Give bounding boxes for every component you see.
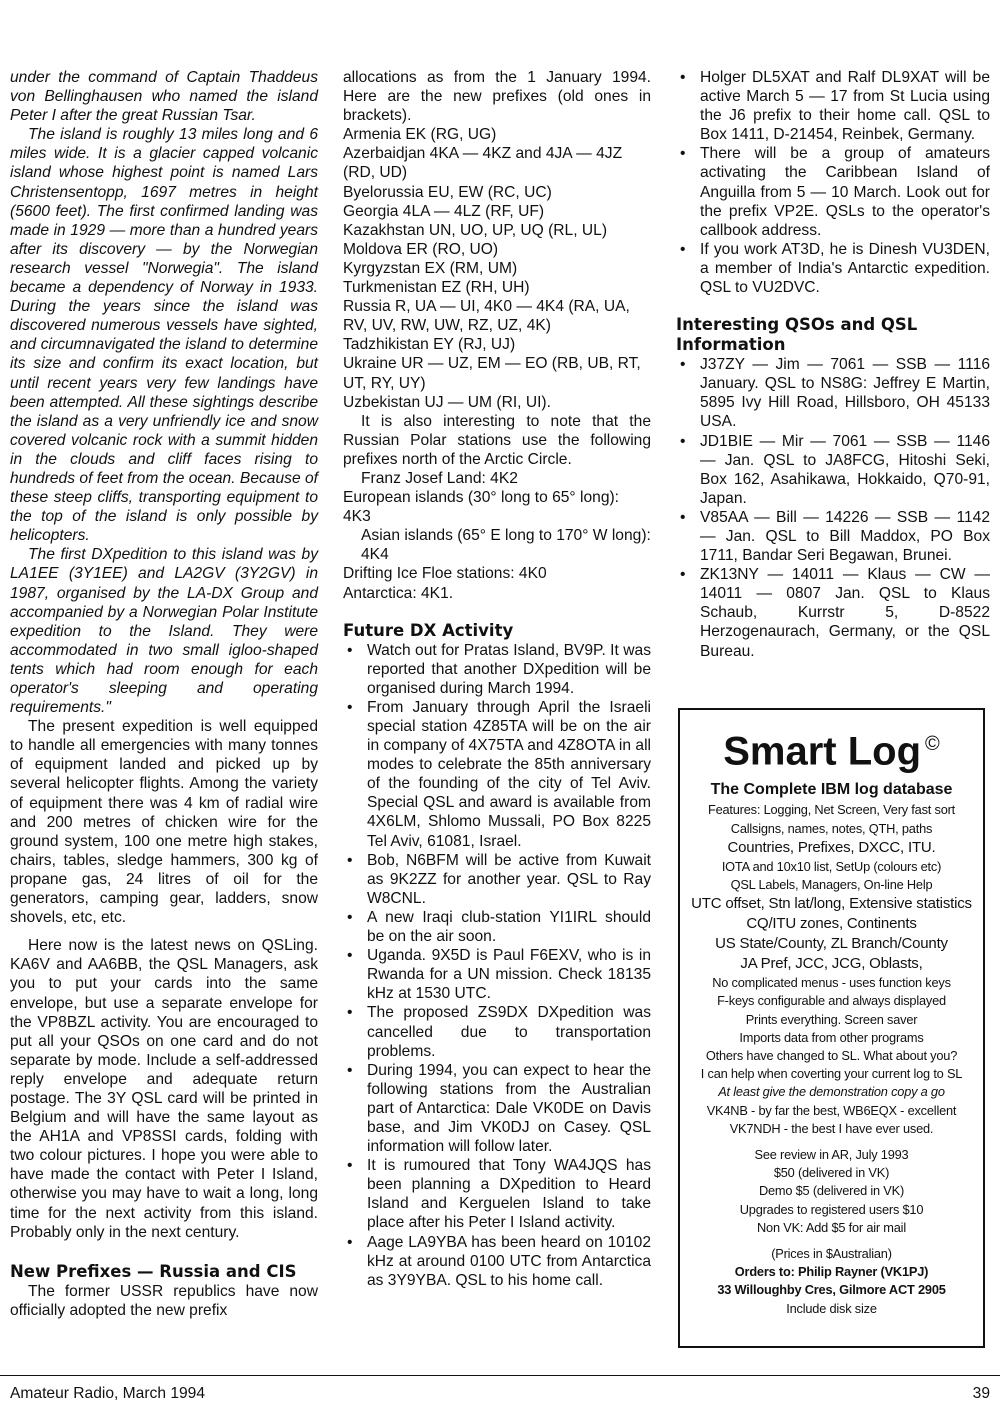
list-item: • A new Iraqi club-station YI1IRL should be on the air soon. [343, 908, 651, 946]
list-item: • JD1BIE — Mir — 7061 — SSB — 1146 — Jan. QSL to JA8FCG, Hitoshi Seki, Box 162, Asahikawa, Hokkaido, Q70-91, Japan. [676, 432, 990, 508]
smart-log-advertisement [678, 708, 985, 1348]
ad-line: $50 (delivered in VK) [773, 1165, 890, 1181]
list-item: • Watch out for Pratas Island, BV9P. It was reported that another DXpedition will be organised during March 1994. [343, 641, 651, 698]
section-heading-future-dx: Future DX Activity [343, 620, 514, 640]
prefix-list [343, 125, 651, 411]
ad-spacer [680, 1237, 983, 1245]
ad-line: VK7NDH - the best I have ever used. [729, 1120, 934, 1136]
ad-title-text: Smart Log [723, 729, 922, 774]
paragraph: The island is roughly 13 miles long and 6 miles wide. It is a glacier capped volcanic island whose highest point is named Lars Christensentopp, 1697 metres in height (5600 feet). The first confirmed landing was made in 1929 — more than a hundred years after its discovery — by the Norwegian research vessel "Norwegia". The island became a dependency of Norway in 1933. During the years since the island was discovered numerous vessels have sighted, and circumnavigated the island to determine its size and confirm its exact location, but until recent years very few landings have been attempted. All these sightings describe the island as a very unfriendly ice and snow covered volcanic rock with a summit hidden in the clouds and cliff faces rising to hundreds of feet from the ocean. Because of these steep cliffs, transporting equipment to the top of the island is only possible by helicopters. [10, 126, 318, 545]
paragraph: The present expedition is well equipped to handle all emergencies with many tonnes of equipment landed and picked up by several helicopter flights. Among the variety of equipment there was 4 km of radial wire and 200 metres of chicken wire for the ground system, 100 one metre high stakes, chairs, tables, sledge hammers, 300 kg of propane gas, 24 litres of oil for the generators, camping gear, ladders, snow shovels, etc, etc. [10, 718, 318, 927]
ad-line: Callsigns, names, notes, QTH, paths [730, 820, 933, 836]
list-item: • ZK13NY — 14011 — Klaus — CW — 14011 — 0807 Jan. QSL to Klaus Schaub, Kurrstr 5, D-8522 Herzogenaurach, Germany, or the QSL Bureau. [676, 565, 990, 660]
list-item: • Holger DL5XAT and Ralf DL9XAT will be active March 5 — 17 from St Lucia using the J6 prefix to their home call. QSL to Box 1411, D-21454, Reinbek, Germany. [676, 68, 990, 144]
prefix-entry: Armenia EK (RG, UG) [343, 126, 497, 144]
polar-prefix: Drifting Ice Floe stations: 4K0 [343, 565, 547, 583]
ad-subtitle: The Complete IBM log database [710, 781, 953, 799]
polar-prefix: Antarctica: 4K1. [343, 584, 454, 602]
list-item: • There will be a group of amateurs activating the Caribbean Island of Anguilla from 5 — 10 March. Look out for the prefix VP2E. QSLs to the operator's callbook address. [676, 144, 990, 239]
list-item: • Uganda. 9X5D is Paul F6EXV, who is in Rwanda for a UN mission. Check 18135 kHz at 1530 UTC. [343, 946, 651, 1003]
prefix-entry: Kyrgyzstan EX (RM, UM) [343, 259, 518, 277]
list-item: • The proposed ZS9DX DXpedition was cancelled due to transportation problems. [343, 1003, 651, 1060]
paragraph: The first DXpedition to this island was by LA1EE (3Y1EE) and LA2GV (3Y2GV) in 1987, organised by the LA-DX Group and accompanied by a Norwegian Polar Institute expedition to the Island. They were accommodated in two small igloo-shaped tents which had room enough for each operator's sleeping and operating requirements." [10, 546, 318, 717]
list-item: • During 1994, you can expect to hear the following stations from the Australian part of Antarctica: Dale VK0DE on Davis base, and Jim VK0DJ on Casey. QSL information will follow later. [343, 1061, 651, 1156]
paragraph: Here now is the latest news on QSLing. KA6V and AA6BB, the QSL Managers, ask you to put your cards into the same envelope, but use a separate envelope for the VP8BZL activity. You are encouraged to put all your QSOs on one card and do not separate by mode. Include a self-addressed reply envelope and adequate return postage. The 3Y QSL card will be printed in Belgium and will have the same layout as the AH1A and VP8SSI cards, folding with two colour pictures. I hope you were able to have made the contact with Peter I Island, otherwise you may have to wait a long, long time for the next activity from this island. Probably only in the next century. [10, 937, 318, 1241]
prefix-entry: Turkmenistan EZ (RH, UH) [343, 279, 530, 297]
prefix-entry: Georgia 4LA — 4LZ (RF, UF) [343, 202, 545, 220]
footer-publication: Amateur Radio, March 1994 [10, 1385, 206, 1402]
column-1 [10, 68, 318, 1320]
prefix-entry: Byelorussia EU, EW (RC, UC) [343, 183, 552, 201]
list-item: • J37ZY — Jim — 7061 — SSB — 1116 January. QSL to NS8G: Jeffrey E Martin, 5895 Ivy Hill Road, Hillsboro, OH 45133 USA. [676, 355, 990, 431]
ad-line: Non VK: Add $5 for air mail [757, 1219, 906, 1235]
page-number: 39 [972, 1385, 990, 1402]
prefix-entry: Moldova ER (RO, UO) [343, 240, 499, 258]
ad-line: F-keys configurable and always displayed [717, 993, 946, 1009]
ad-spacer [680, 1138, 983, 1146]
ad-line: QSL Labels, Managers, On-line Help [730, 876, 933, 892]
ad-line: At least give the demonstration copy a go [718, 1084, 945, 1100]
ad-title [680, 722, 983, 773]
ad-line: I can help when coverting your current log to SL [700, 1066, 963, 1082]
paragraph: under the command of Captain Thaddeus von Bellinghausen who named the island Peter I after the great Russian Tsar. [10, 69, 318, 125]
paragraph: allocations as from the 1 January 1994. Here are the new prefixes (old ones in brackets). [343, 69, 651, 125]
copyright-symbol: © [925, 733, 940, 755]
list-item: • Bob, N6BFM will be active from Kuwait as 9K2ZZ for another year. QSL to Ray W8CNL. [343, 851, 651, 908]
ad-line: Others have changed to SL. What about you? [705, 1047, 958, 1063]
ad-line: US State/County, ZL Branch/County [715, 935, 948, 953]
prefix-entry: Azerbaidjan 4KA — 4KZ and 4JA — 4JZ (RD, UD) [343, 145, 623, 182]
ad-line: CQ/ITU zones, Continents [746, 915, 917, 933]
section-heading-qsos: Interesting QSOs and QSL Information [676, 315, 918, 355]
list-item: • V85AA — Bill — 14226 — SSB — 1142 — Jan. QSL to Bill Maddox, PO Box 1711, Bandar Seri Begawan, Brunei. [676, 508, 990, 565]
list-item: • It is rumoured that Tony WA4JQS has been planning a DXpedition to Heard Island and Kerguelen Island to take place after his Peter I Island activity. [343, 1156, 651, 1232]
list-item: • From January through April the Israeli special station 4Z85TA will be on the air in company of 4X75TA and 4Z8OTA in all modes to celebrate the 85th anniversary of the founding of the city of Tel Aviv. Special QSL and award is available from 4X6LM, Shlomo Mussali, PO Box 8225 Tel Aviv, 61081, Israel. [343, 698, 651, 851]
ad-line: IOTA and 10x10 list, SetUp (colours etc) [721, 858, 942, 874]
prefix-entry: Ukraine UR — UZ, EM — EO (RB, UB, RT, UT, RY, UY) [343, 355, 641, 392]
prefix-entry: Tadzhikistan EY (RJ, UJ) [343, 336, 516, 354]
ad-line: Demo $5 (delivered in VK) [758, 1183, 905, 1199]
paragraph: The former USSR republics have now officially adopted the new prefix [10, 1282, 318, 1319]
polar-prefix: Asian islands (65° E long to 170° W long): 4K4 [361, 527, 651, 564]
ad-line: Prints everything. Screen saver [745, 1011, 918, 1027]
ad-line: Countries, Prefixes, DXCC, ITU. [727, 838, 936, 856]
ad-line: (Prices in $Australian) [771, 1245, 892, 1261]
page-footer [0, 1375, 1000, 1402]
ad-line: Orders to: Philip Rayner (VK1PJ) [734, 1264, 929, 1280]
activity-list [676, 68, 990, 297]
ad-line: Features: Logging, Net Screen, Very fast sort [707, 802, 956, 818]
ad-line: Imports data from other programs [739, 1029, 924, 1045]
column-3 [676, 68, 990, 661]
list-item: • Aage LA9YBA has been heard on 10102 kHz at around 0100 UTC from Antarctica as 3Y9YBA. QSL to his home call. [343, 1233, 651, 1290]
future-dx-list [343, 641, 651, 1290]
section-heading-new-prefixes: New Prefixes — Russia and CIS [10, 1261, 297, 1281]
list-item: • If you work AT3D, he is Dinesh VU3DEN, a member of India's Antarctic expedition. QSL to VU2DVC. [676, 240, 990, 297]
ad-line: 33 Willoughby Cres, Gilmore ACT 2905 [717, 1282, 946, 1298]
polar-prefix: Franz Josef Land: 4K2 [361, 469, 518, 487]
ad-line: VK4NB - by far the best, WB6EQX - excellent [706, 1102, 957, 1118]
ad-line: UTC offset, Stn lat/long, Extensive statistics [691, 895, 972, 913]
prefix-entry: Kazakhstan UN, UO, UP, UQ (RL, UL) [343, 221, 608, 239]
ad-line: See review in AR, July 1993 [754, 1146, 909, 1162]
ad-line: JA Pref, JCC, JCG, Oblasts, [740, 955, 923, 973]
ad-line: Include disk size [786, 1300, 877, 1316]
paragraph: It is also interesting to note that the Russian Polar stations use the following prefixes north of the Arctic Circle. [343, 412, 651, 468]
ad-line: Upgrades to registered users $10 [739, 1201, 924, 1217]
prefix-entry: Russia R, UA — UI, 4K0 — 4K4 (RA, UA, RV, UV, RW, UW, RZ, UZ, 4K) [343, 298, 630, 335]
polar-prefix: European islands (30° long to 65° long): 4K3 [343, 489, 620, 526]
qso-list [676, 355, 990, 661]
column-2 [343, 68, 651, 1290]
ad-line: No complicated menus - uses function keys [712, 975, 951, 991]
prefix-entry: Uzbekistan UJ — UM (RI, UI). [343, 393, 551, 411]
